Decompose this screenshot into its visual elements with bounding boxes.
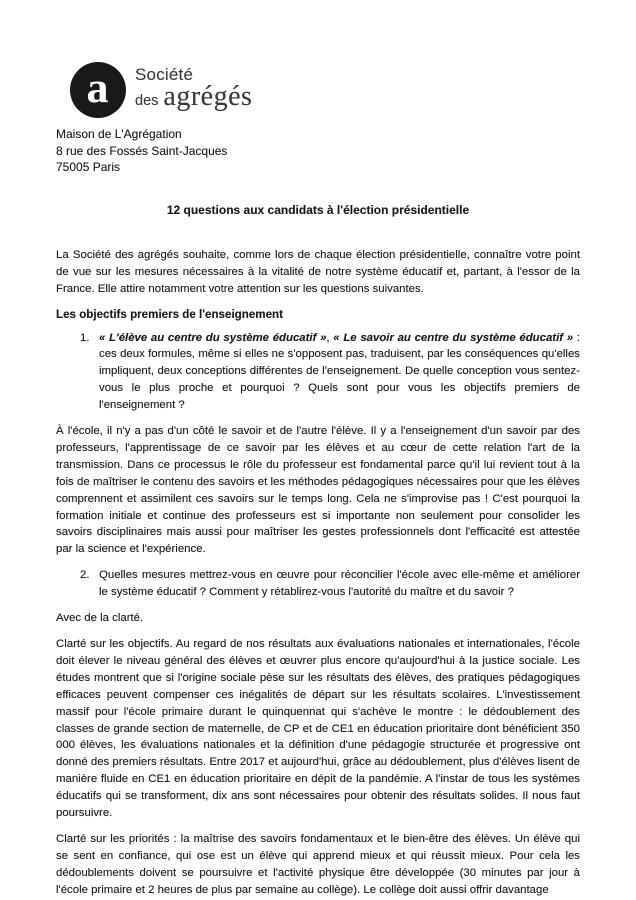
- question-2-number: 2.: [80, 569, 90, 582]
- paragraph-clarte-priorites: Clarté sur les priorités : la maîtrise des savoirs fondamentaux et le bien-être des élèves. Un élève qui se sent en confiance, qui ose est un élève qui apprend mieux et qui réussit mieux. Pour cela les dédoublements doivent se poursuivre et l'activité physique être développée (30 minutes par jour à l'école primaire et 2 heures de plus par semaine au collège). Le collège doit aussi offrir davantage: [56, 832, 580, 896]
- address-block: [56, 126, 580, 176]
- question-2-text: Quelles mesures mettrez-vous en œuvre pour réconcilier l'école avec elle-même et améliorer le système éducatif ? Comment y rétablirez-vous l'autorité du maître et du savoir ?: [99, 569, 580, 599]
- document-title: 12 questions aux candidats à l'élection présidentielle: [166, 202, 470, 217]
- logo-circle-a-icon: [70, 62, 126, 118]
- question-1-number: 1.: [80, 331, 90, 344]
- question-1-rest: : ces deux formules, même si elles ne s'opposent pas, traduisent, par les conséquences qu'elles impliquent, deux conceptions différentes de l'enseignement. De quelle conception vous sentez-vous le plus proche et pourquoi ? Quels sont pour vous les objectifs premiers de l'enseignement ?: [99, 331, 580, 412]
- question-item-2: [56, 567, 580, 601]
- logo-wordmark-line2: [135, 81, 253, 112]
- paragraph-clarte-objectifs: Clarté sur les objectifs. Au regard de nos résultats aux évaluations nationales et internationales, l'école doit élever le niveau général des élèves et œuvrer plus encore qu'aujourd'hui à la justice sociale. Les études montrent que si l'origine sociale pèse sur les résultats des élèves, des pratiques pédagogiques efficaces peuvent compenser ces inégalités de départ sur les résultats scolaires. L'investissement massif pour l'école primaire durant le quinquennat qui s'achève le montre : le dédoublement des classes de grande section de maternelle, de CP et de CE1 en éducation prioritaire dont bénéficient 350 000 élèves, les évaluations nationales et la définition d'une pédagogie structurée et progressive ont donné des premiers résultats. Entre 2017 et aujourd'hui, grâce au dédoublement, plus d'élèves lisent de manière fluide en CE1 en éducation prioritaire en dépit de la pandémie. A l'instar de tous les systèmes éducatifs qui se transforment, dix ans sont nécessaires pour obtenir des résultats solides. Il nous faut poursuivre.: [56, 638, 580, 820]
- section-heading: Les objectifs premiers de l'enseignement: [56, 307, 283, 321]
- question-1-quote-1: « L'élève au centre du système éducatif »: [99, 331, 327, 344]
- logo-a-glyph: a: [86, 63, 109, 113]
- question-item-1: [56, 330, 580, 415]
- question-1-quote-2: « Le savoir au centre du système éducatif »: [333, 331, 574, 344]
- logo-wordmark-agreges: agrégés: [163, 81, 253, 112]
- societe-des-agreges-logo: [70, 62, 580, 118]
- logo-wordmark-des: des: [135, 93, 159, 109]
- address-line-3: 75005 Paris: [56, 160, 121, 175]
- paragraph-avec-clarte: Avec de la clarté.: [56, 612, 144, 625]
- address-line-2: 8 rue des Fossés Saint-Jacques: [56, 143, 228, 158]
- question-1-text: [99, 330, 580, 415]
- paragraph-ecole: À l'école, il n'y a pas d'un côté le savoir et de l'autre l'élève. Il y a l'enseignement d'un savoir par des professeurs, l'apprentissage de ce savoir par les élèves et au cœur de cette relation l'art de la transmission. Dans ce processus le rôle du professeur est fondamental parce qu'il lui revient tout à la fois de maîtriser le contenu des savoirs et les méthodes pédagogiques nécessaires pour que les élèves comprennent et assimilent ces savoirs sur le temps long. Cela ne s'improvise pas ! C'est pourquoi la formation initiale et continue des professeurs est si importante non seulement pour consolider les savoirs disciplinaires mais aussi pour maîtriser les gestes professionnels dont l'efficacité est attestée par la science et l'expérience.: [56, 425, 580, 556]
- question-1-separator: ,: [326, 331, 334, 344]
- logo-wordmark: [135, 62, 252, 110]
- address-line-1: Maison de L'Agrégation: [56, 127, 182, 141]
- document-content: [0, 62, 636, 899]
- logo-wordmark-line1: Société: [135, 65, 194, 84]
- intro-paragraph: La Société des agrégés souhaite, comme lors de chaque élection présidentielle, connaître votre point de vue sur les mesures nécessaires à la vitalité de notre système éducatif et, partant, à l'essor de la France. Elle attire notamment votre attention sur les questions suivantes.: [56, 248, 580, 295]
